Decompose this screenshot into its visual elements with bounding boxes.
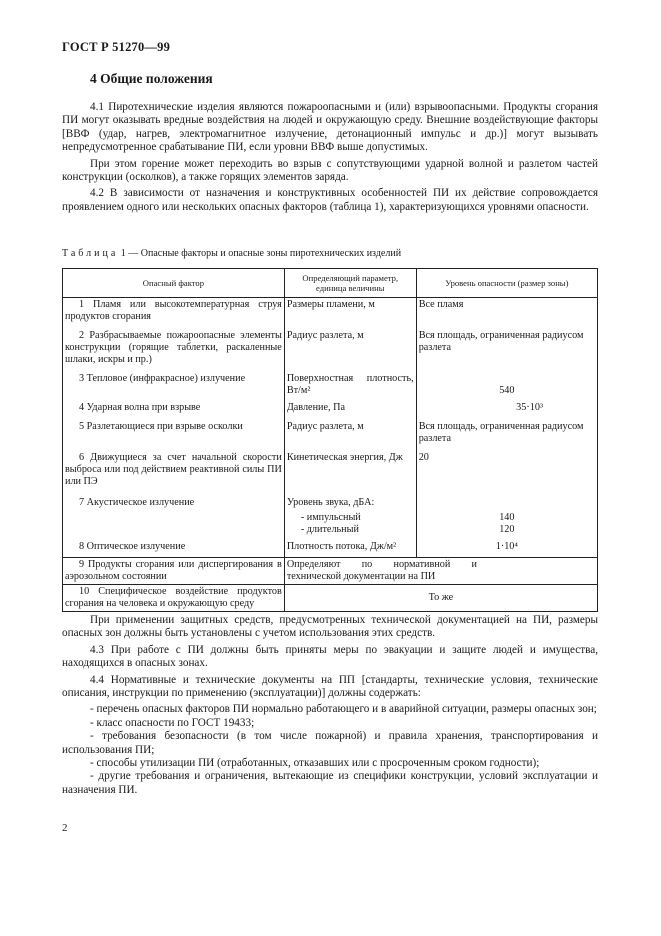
cell-parameter [284,489,416,537]
cell-factor: 3 Тепловое (инфракрасное) излучение [63,367,285,398]
paragraph-4-4: 4.4 Нормативные и технические документы на ПП [стандарты, технические условия, технические описания, инструкции по применению (эксплуатации)] должны содержать: [62,673,598,700]
parameter-sub-impulse: - импульсный [300,512,361,523]
level-impulse: 140 [499,512,515,523]
table-row [63,558,598,585]
hazard-table [62,268,598,612]
cell-factor: 1 Пламя или высокотемпературная струя продуктов сгорания [63,298,285,325]
cell-level: 1·10⁴ [416,537,597,558]
cell-factor: 6 Движущиеся за счет начальной скорости выброса или под действием реактивной силы ПИ или ПЭ [63,446,285,489]
table-row [63,489,598,537]
cell-parameter: Поверхностная плотность, Вт/м² [284,367,416,398]
table-row [63,446,598,489]
table-row [63,367,598,398]
table-row [63,398,598,415]
table-row [63,298,598,325]
list-item: - перечень опасных факторов ПИ нормально работающего и в аварийной ситуации, размеры опасных зон; [90,703,597,716]
table-row [63,324,598,367]
list-item: - способы утилизации ПИ (отработанных, отказавших или с просроченным сроком годности); [90,757,540,770]
parameter-sub-continuous: - длительный [300,524,359,535]
after-table-text [62,614,598,797]
table-row [63,585,598,612]
list-item: - другие требования и ограничения, вытекающие из специфики конструкции, условий эксплуатации и назначения ПИ. [62,770,598,796]
cell-level: 540 [416,367,597,398]
section-title: 4 Общие положения [90,71,213,86]
cell-level: Вся площадь, ограниченная радиусом разлета [416,324,597,367]
table-header-row [63,269,598,298]
document-code-header: ГОСТ Р 51270—99 [62,40,171,54]
paragraph-4-1: 4.1 Пиротехнические изделия являются пожароопасными и (или) взрывоопасными. Продукты сгорания ПИ могут оказывать вредные воздействия на людей и окружающую среду. Внешние воздействующие факторы [ВВФ (удар, нагрев, электромагнитное излучение, детонационный импульс и др.)] могут вызывать непредусмотренное срабатывание ПИ, если уровни ВВФ выше допустимых. [62,101,598,154]
cell-factor: 2 Разбрасываемые пожароопасные элементы конструкции (горящие таблетки, раскаленные шлаки, искры и пр.) [63,324,285,367]
cell-factor: 7 Акустическое излучение [63,489,285,537]
cell-level: Вся площадь, ограниченная радиусом разлета [416,415,597,446]
paragraph-burning: При этом горение может переходить во взрыв с сопутствующими ударной волной и разлетом частей конструкции (осколков), а также горящих элементов заряда. [62,157,598,184]
cell-parameter: Кинетическая энергия, Дж [284,446,416,489]
page-number: 2 [62,822,68,834]
header-factor: Опасный фактор [63,269,285,298]
cell-parameter: Плотность потока, Дж/м² [284,537,416,558]
cell-factor: 10 Специфическое воздействие продуктов сгорания на человека и окружающую среду [63,585,285,612]
cell-factor: 8 Оптическое излучение [63,537,285,558]
paragraph-protection: При применении защитных средств, предусмотренных технической документацией на ПИ, размеры опасных зон должны быть установлены с учетом использования этих средств. [62,614,598,640]
table-caption-prefix: Таблица [62,248,119,259]
cell-level: Все пламя [416,298,597,325]
list-item: - требования безопасности (в том числе пожарной) и правила хранения, транспортирования и использования ПИ; [62,730,598,756]
cell-parameter: Радиус разлета, м [284,324,416,367]
cell-parameter: Радиус разлета, м [284,415,416,446]
cell-level: 35·10³ [416,398,597,415]
paragraph-4-2: 4.2 В зависимости от назначения и конструктивных особенностей ПИ их действие сопровождается проявлением одного или нескольких опасных факторов (таблица 1), характеризующихся уровнями опасности. [62,187,598,213]
cell-factor: 5 Разлетающиеся при взрыве осколки [63,415,285,446]
cell-level: 20 [416,446,597,489]
header-level: Уровень опасности (размер зоны) [416,269,597,298]
intro-text [62,101,598,217]
cell-factor: 9 Продукты сгорания или диспергирования в аэрозольном состоянии [63,558,285,585]
cell-parameter-merged: То же [284,585,597,612]
level-continuous: 120 [499,524,515,535]
header-parameter: Определяющий параметр, единица величины [284,269,416,298]
cell-parameter-merged: Определяют по нормативной и технической документации на ПИ [284,558,597,585]
cell-factor: 4 Ударная волна при взрыве [63,398,285,415]
cell-level [416,489,597,537]
list-item: - класс опасности по ГОСТ 19433; [90,716,255,729]
paragraph-4-3: 4.3 При работе с ПИ должны быть приняты меры по эвакуации и защите людей и имущества, находящихся в опасных зонах. [62,643,598,670]
table-caption-title: 1 — Опасные факторы и опасные зоны пиротехнических изделий [118,248,402,259]
table-row [63,415,598,446]
cell-parameter: Давление, Па [284,398,416,415]
parameter-title: Уровень звука, дБА: [286,497,375,508]
table-row [63,537,598,558]
cell-parameter: Размеры пламени, м [284,298,416,325]
table-caption [62,248,401,259]
